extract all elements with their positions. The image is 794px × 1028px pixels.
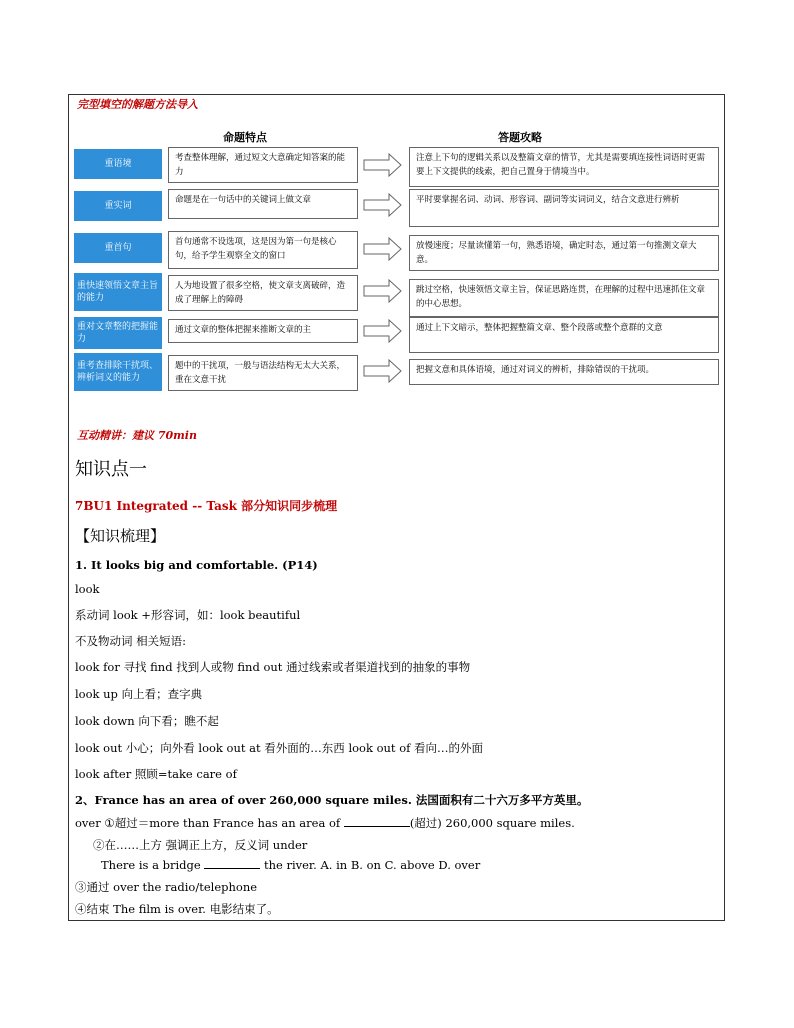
text-line: 不及物动词 相关短语: bbox=[75, 634, 187, 648]
knowledge-point-title: 知识点一 bbox=[75, 459, 147, 480]
diagram-label: 重实词 bbox=[74, 191, 162, 221]
text-line: ③通过 over the radio/telephone bbox=[75, 880, 258, 894]
column-header-features: 命题特点 bbox=[223, 131, 267, 144]
text-line: look for 寻找 find 找到人或物 find out 通过线索或者渠道找到的抽象的事物 bbox=[75, 660, 471, 674]
diagram-label: 重语境 bbox=[74, 149, 162, 179]
diagram-strategy: 通过上下文暗示，整体把握整篇文章、整个段落或整个意群的文意 bbox=[409, 317, 719, 353]
diagram-feature: 考查整体理解，通过短文大意确定知答案的能力 bbox=[168, 147, 358, 183]
diagram-label: 重考查排除干扰项、辨析词义的能力 bbox=[74, 353, 162, 391]
text-line: look bbox=[75, 582, 100, 596]
diagram-feature: 首句通常不设选项，这是因为第一句是核心句，给予学生观察全文的窗口 bbox=[168, 231, 358, 269]
interaction-heading: 互动精讲：建议 70min bbox=[77, 429, 197, 442]
diagram-strategy: 放慢速度；尽量读懂第一句，熟悉语境，确定时态，通过第一句推测文章大意。 bbox=[409, 235, 719, 271]
text-line: look up 向上看；查字典 bbox=[75, 687, 203, 701]
diagram-feature: 人为地设置了很多空格，使文章支离破碎，造成了理解上的障碍 bbox=[168, 275, 358, 311]
text-line: look after 照顾=take care of bbox=[75, 767, 237, 781]
diagram-feature: 通过文章的整体把握来推断文章的主 bbox=[168, 319, 358, 343]
right-arrow-icon bbox=[363, 193, 403, 217]
text-line: look down 向下看；瞧不起 bbox=[75, 714, 219, 728]
diagram-feature: 命题是在一句话中的关键词上做文章 bbox=[168, 189, 358, 219]
diagram-label: 重对文章整的把握能力 bbox=[74, 317, 162, 349]
header-title: 完型填空的解题方法导入 bbox=[77, 98, 198, 111]
text-line: look out 小心；向外看 look out at 看外面的…东西 look out of 看向…的外面 bbox=[75, 741, 484, 755]
diagram-strategy: 平时要掌握名词、动词、形容词、副词等实词词义，结合文意进行辨析 bbox=[409, 189, 719, 227]
sort-title: 【知识梳理】 bbox=[75, 527, 166, 545]
unit-title: 7BU1 Integrated -- Task 部分知识同步梳理 bbox=[75, 499, 338, 513]
diagram-label: 重首句 bbox=[74, 233, 162, 263]
diagram-strategy: 把握文意和具体语境，通过对词义的辨析，排除错误的干扰项。 bbox=[409, 359, 719, 385]
right-arrow-icon bbox=[363, 279, 403, 303]
diagram-strategy: 跳过空格，快速领悟文章主旨，保证思路连贯，在理解的过程中迅速抓住文章的中心思想。 bbox=[409, 279, 719, 317]
document-frame bbox=[68, 94, 725, 921]
diagram-label: 重快速领悟文章主旨的能力 bbox=[74, 273, 162, 311]
strategy-diagram bbox=[73, 123, 723, 391]
text-line: 系动词 look +形容词，如：look beautiful bbox=[75, 608, 301, 622]
text-line: ④结束 The film is over. 电影结束了。 bbox=[75, 902, 279, 916]
answer-blank[interactable] bbox=[204, 858, 260, 869]
right-arrow-icon bbox=[363, 359, 403, 383]
section-1-title: 1. It looks big and comfortable. (P14) bbox=[75, 558, 318, 572]
text-line: There is a bridge the river. A. in B. on C. above D. over bbox=[101, 858, 481, 872]
answer-blank[interactable] bbox=[344, 816, 410, 827]
diagram-feature: 题中的干扰项，一般与语法结构无太大关系，重在文意干扰 bbox=[168, 355, 358, 391]
text-line: ②在……上方 强调正上方，反义词 under bbox=[93, 838, 308, 852]
right-arrow-icon bbox=[363, 319, 403, 343]
text-line: over ①超过＝more than France has an area of (超过) 260,000 square miles. bbox=[75, 816, 575, 830]
column-header-strategies: 答题攻略 bbox=[498, 131, 542, 144]
section-2-title: 2、France has an area of over 260,000 square miles. 法国面积有二十六万多平方英里。 bbox=[75, 793, 589, 807]
right-arrow-icon bbox=[363, 237, 403, 261]
diagram-strategy: 注意上下句的逻辑关系以及整篇文章的情节，尤其是需要填连接性词语时更需要上下文提供的线索，把自己置身于情境当中。 bbox=[409, 147, 719, 187]
right-arrow-icon bbox=[363, 153, 403, 177]
